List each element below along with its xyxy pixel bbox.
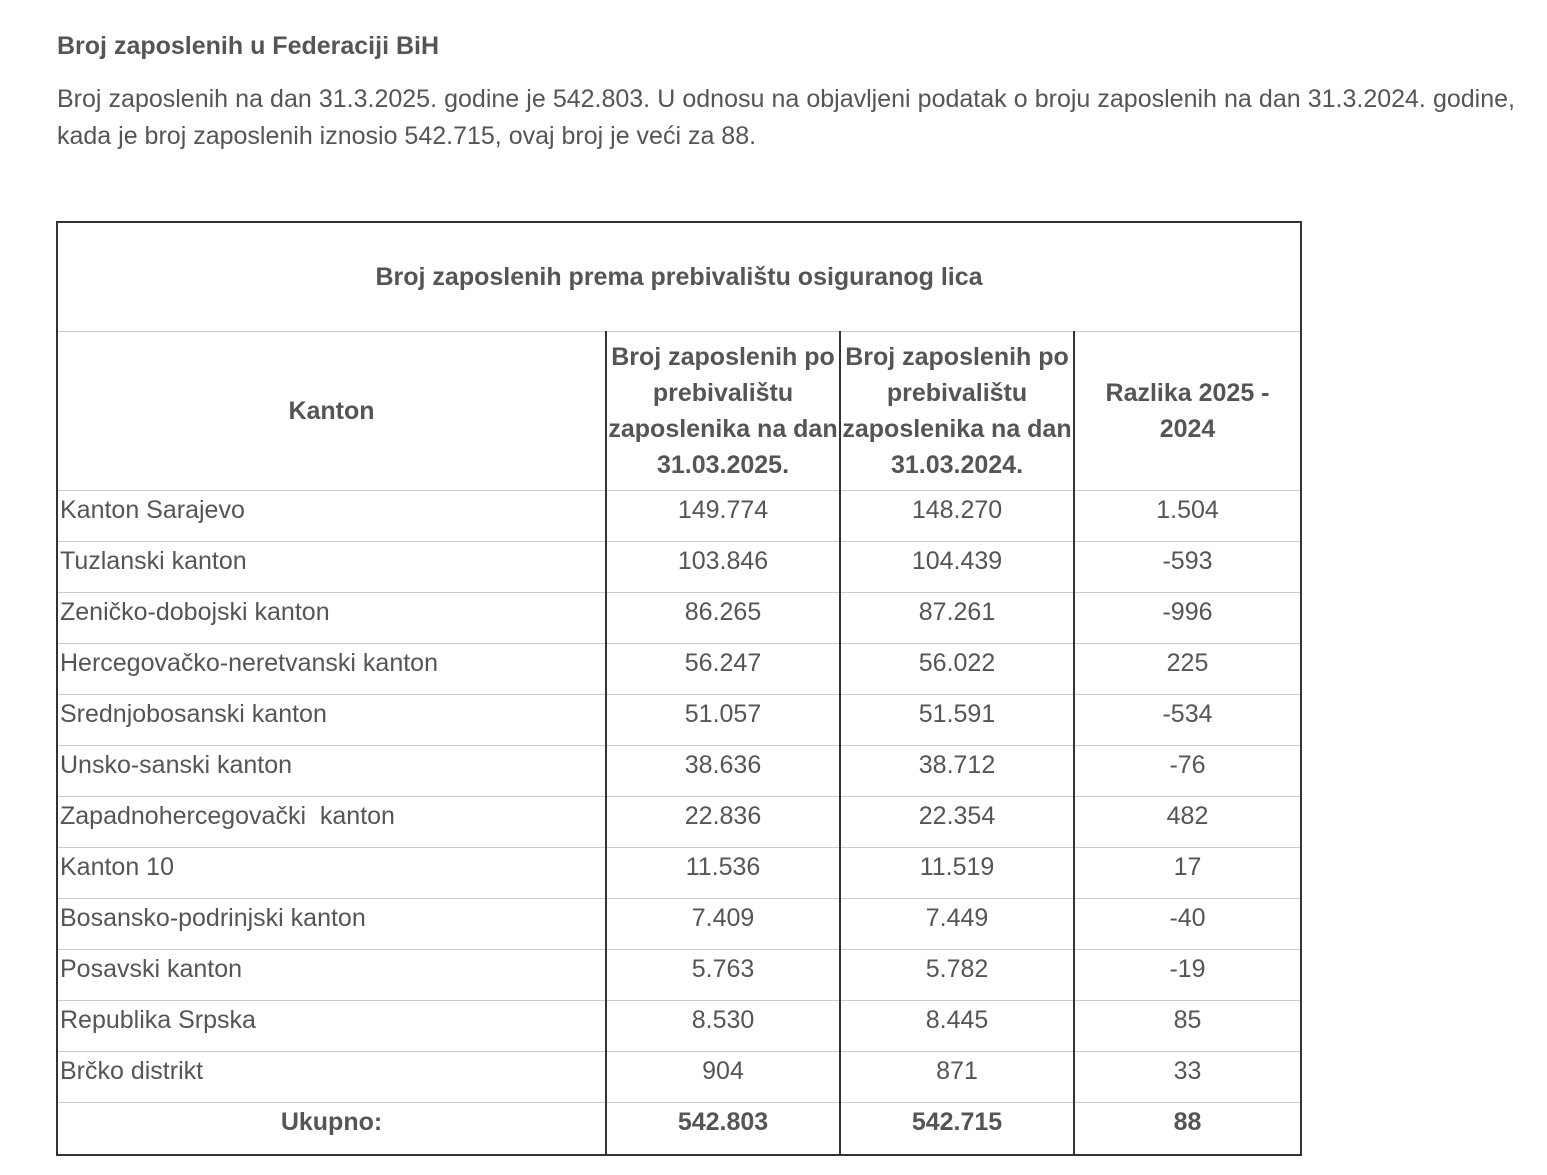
cell-kanton: Tuzlanski kanton bbox=[57, 542, 606, 593]
total-2024: 542.715 bbox=[840, 1103, 1074, 1155]
cell-razlika: -19 bbox=[1074, 950, 1301, 1001]
cell-kanton: Zeničko-dobojski kanton bbox=[57, 593, 606, 644]
header-2024: Broj zaposlenih po prebivalištu zaposlenika na dan 31.03.2024. bbox=[840, 332, 1074, 491]
table-row bbox=[57, 1001, 1301, 1052]
table-row bbox=[57, 848, 1301, 899]
header-2025: Broj zaposlenih po prebivalištu zaposlenika na dan 31.03.2025. bbox=[606, 332, 840, 491]
cell-kanton: Kanton Sarajevo bbox=[57, 491, 606, 542]
table-title-row bbox=[57, 222, 1301, 332]
table-total-row bbox=[57, 1103, 1301, 1155]
cell-kanton: Hercegovačko-neretvanski kanton bbox=[57, 644, 606, 695]
cell-kanton: Brčko distrikt bbox=[57, 1052, 606, 1103]
cell-2024: 148.270 bbox=[840, 491, 1074, 542]
table-row bbox=[57, 644, 1301, 695]
total-label: Ukupno: bbox=[57, 1103, 606, 1155]
table-row bbox=[57, 746, 1301, 797]
cell-kanton: Kanton 10 bbox=[57, 848, 606, 899]
cell-2025: 51.057 bbox=[606, 695, 840, 746]
cell-2024: 8.445 bbox=[840, 1001, 1074, 1052]
cell-2024: 87.261 bbox=[840, 593, 1074, 644]
cell-2025: 38.636 bbox=[606, 746, 840, 797]
cell-razlika: 482 bbox=[1074, 797, 1301, 848]
cell-2025: 11.536 bbox=[606, 848, 840, 899]
cell-kanton: Republika Srpska bbox=[57, 1001, 606, 1052]
table-row bbox=[57, 797, 1301, 848]
table-row bbox=[57, 899, 1301, 950]
cell-2024: 38.712 bbox=[840, 746, 1074, 797]
cell-razlika: -534 bbox=[1074, 695, 1301, 746]
cell-2025: 56.247 bbox=[606, 644, 840, 695]
cell-2025: 103.846 bbox=[606, 542, 840, 593]
cell-2024: 5.782 bbox=[840, 950, 1074, 1001]
cell-2024: 22.354 bbox=[840, 797, 1074, 848]
cell-2025: 22.836 bbox=[606, 797, 840, 848]
cell-razlika: 85 bbox=[1074, 1001, 1301, 1052]
cell-razlika: 17 bbox=[1074, 848, 1301, 899]
cell-2024: 11.519 bbox=[840, 848, 1074, 899]
cell-2024: 871 bbox=[840, 1052, 1074, 1103]
header-razlika: Razlika 2025 - 2024 bbox=[1074, 332, 1301, 491]
intro-paragraph: Broj zaposlenih na dan 31.3.2025. godine je 542.803. U odnosu na objavljeni podatak o broju zaposlenih na dan 31.3.2024. godine, kada je broj zaposlenih iznosio 542.715, ovaj broj je veći za 88. bbox=[57, 85, 1515, 150]
table-row bbox=[57, 491, 1301, 542]
table-row bbox=[57, 593, 1301, 644]
cell-razlika: -76 bbox=[1074, 746, 1301, 797]
cell-razlika: 1.504 bbox=[1074, 491, 1301, 542]
cell-2024: 104.439 bbox=[840, 542, 1074, 593]
cell-2025: 149.774 bbox=[606, 491, 840, 542]
cell-kanton: Posavski kanton bbox=[57, 950, 606, 1001]
table-row bbox=[57, 542, 1301, 593]
cell-2025: 7.409 bbox=[606, 899, 840, 950]
total-2025: 542.803 bbox=[606, 1103, 840, 1155]
cell-2024: 56.022 bbox=[840, 644, 1074, 695]
cell-kanton: Bosansko-podrinjski kanton bbox=[57, 899, 606, 950]
cell-2025: 8.530 bbox=[606, 1001, 840, 1052]
cell-2025: 904 bbox=[606, 1052, 840, 1103]
table-row bbox=[57, 1052, 1301, 1103]
cell-2024: 7.449 bbox=[840, 899, 1074, 950]
page-heading: Broj zaposlenih u Federaciji BiH bbox=[57, 32, 440, 60]
cell-razlika: -40 bbox=[1074, 899, 1301, 950]
cell-kanton: Unsko-sanski kanton bbox=[57, 746, 606, 797]
cell-2025: 5.763 bbox=[606, 950, 840, 1001]
table-row bbox=[57, 950, 1301, 1001]
cell-razlika: -996 bbox=[1074, 593, 1301, 644]
total-razlika: 88 bbox=[1074, 1103, 1301, 1155]
cell-razlika: -593 bbox=[1074, 542, 1301, 593]
cell-razlika: 225 bbox=[1074, 644, 1301, 695]
cell-2024: 51.591 bbox=[840, 695, 1074, 746]
header-kanton: Kanton bbox=[57, 332, 606, 491]
cell-kanton: Zapadnohercegovački kanton bbox=[57, 797, 606, 848]
cell-kanton: Srednjobosanski kanton bbox=[57, 695, 606, 746]
cell-razlika: 33 bbox=[1074, 1052, 1301, 1103]
employment-table bbox=[56, 221, 1302, 1156]
table-row bbox=[57, 695, 1301, 746]
cell-2025: 86.265 bbox=[606, 593, 840, 644]
table-title: Broj zaposlenih prema prebivalištu osiguranog lica bbox=[57, 222, 1301, 332]
table-header-row bbox=[57, 332, 1301, 491]
